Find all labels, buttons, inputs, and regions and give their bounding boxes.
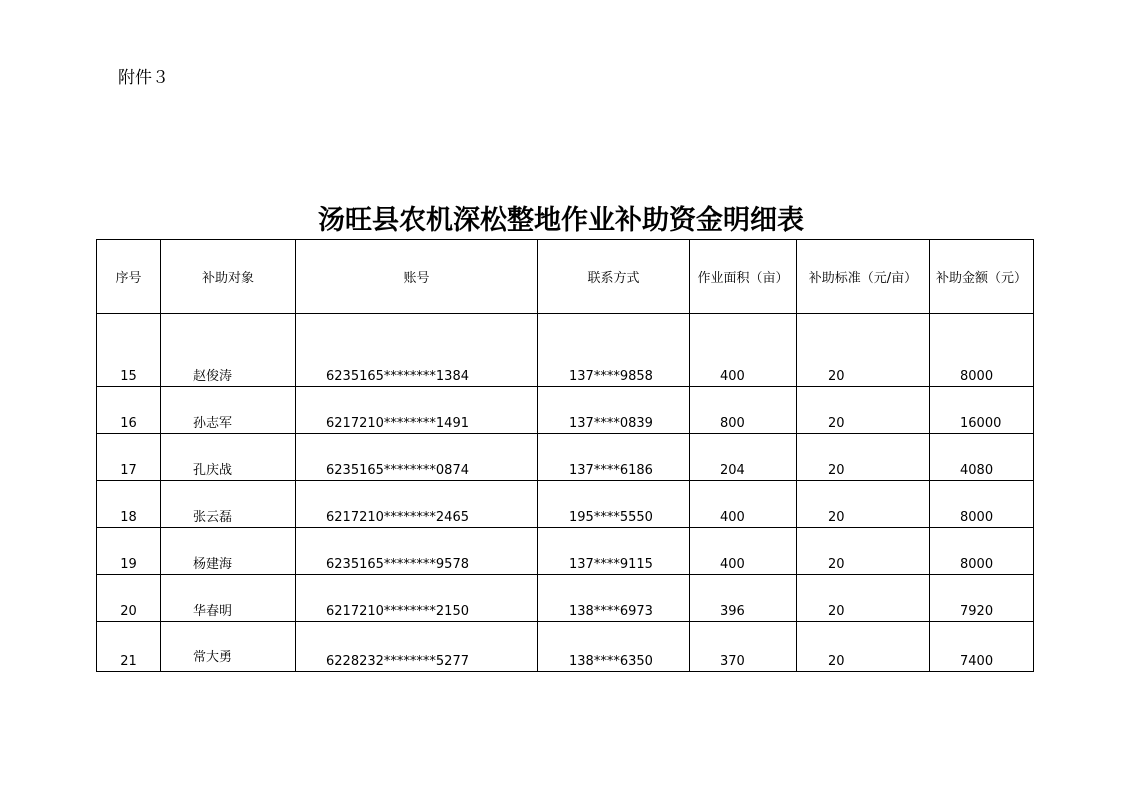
cell-standard: 20	[797, 314, 930, 387]
cell-amount: 8000	[930, 314, 1034, 387]
table-row	[97, 622, 1034, 672]
cell-seq: 19	[97, 528, 161, 575]
cell-contact: 195****5550	[538, 481, 690, 528]
cell-amount: 16000	[930, 387, 1034, 434]
cell-contact: 137****6186	[538, 434, 690, 481]
cell-area: 400	[690, 314, 797, 387]
table-row	[97, 575, 1034, 622]
cell-amount: 7400	[930, 622, 1034, 672]
cell-standard: 20	[797, 528, 930, 575]
cell-area: 370	[690, 622, 797, 672]
cell-standard: 20	[797, 387, 930, 434]
header-account: 账号	[296, 240, 538, 314]
cell-recipient: 常大勇	[161, 622, 296, 672]
header-seq: 序号	[97, 240, 161, 314]
cell-account: 6217210********2465	[296, 481, 538, 528]
document-title: 汤旺县农机深松整地作业补助资金明细表	[318, 205, 804, 236]
cell-area: 396	[690, 575, 797, 622]
cell-contact: 138****6350	[538, 622, 690, 672]
cell-recipient: 赵俊涛	[161, 314, 296, 387]
table-row	[97, 434, 1034, 481]
table-row	[97, 314, 1034, 387]
cell-recipient: 杨建海	[161, 528, 296, 575]
cell-contact: 138****6973	[538, 575, 690, 622]
cell-standard: 20	[797, 481, 930, 528]
cell-seq: 18	[97, 481, 161, 528]
cell-recipient: 孙志军	[161, 387, 296, 434]
cell-contact: 137****0839	[538, 387, 690, 434]
cell-area: 400	[690, 481, 797, 528]
cell-account: 6228232********5277	[296, 622, 538, 672]
cell-amount: 7920	[930, 575, 1034, 622]
header-recipient: 补助对象	[161, 240, 296, 314]
cell-seq: 17	[97, 434, 161, 481]
cell-area: 204	[690, 434, 797, 481]
cell-contact: 137****9858	[538, 314, 690, 387]
table-header-row	[97, 240, 1034, 314]
cell-seq: 21	[97, 622, 161, 672]
cell-amount: 4080	[930, 434, 1034, 481]
header-amount: 补助金额（元）	[930, 240, 1034, 314]
table-row	[97, 387, 1034, 434]
cell-seq: 20	[97, 575, 161, 622]
header-area: 作业面积（亩）	[690, 240, 797, 314]
cell-account: 6235165********9578	[296, 528, 538, 575]
cell-amount: 8000	[930, 481, 1034, 528]
cell-standard: 20	[797, 434, 930, 481]
cell-contact: 137****9115	[538, 528, 690, 575]
cell-recipient: 张云磊	[161, 481, 296, 528]
header-standard: 补助标准（元/亩）	[797, 240, 930, 314]
cell-recipient: 华春明	[161, 575, 296, 622]
cell-account: 6217210********2150	[296, 575, 538, 622]
cell-account: 6235165********1384	[296, 314, 538, 387]
cell-standard: 20	[797, 575, 930, 622]
cell-area: 800	[690, 387, 797, 434]
header-contact: 联系方式	[538, 240, 690, 314]
cell-seq: 15	[97, 314, 161, 387]
table-row	[97, 481, 1034, 528]
subsidy-detail-table	[96, 239, 1034, 672]
cell-account: 6217210********1491	[296, 387, 538, 434]
cell-seq: 16	[97, 387, 161, 434]
cell-standard: 20	[797, 622, 930, 672]
cell-account: 6235165********0874	[296, 434, 538, 481]
table-row	[97, 528, 1034, 575]
cell-recipient: 孔庆战	[161, 434, 296, 481]
cell-amount: 8000	[930, 528, 1034, 575]
attachment-label: 附件３	[118, 68, 169, 88]
cell-area: 400	[690, 528, 797, 575]
